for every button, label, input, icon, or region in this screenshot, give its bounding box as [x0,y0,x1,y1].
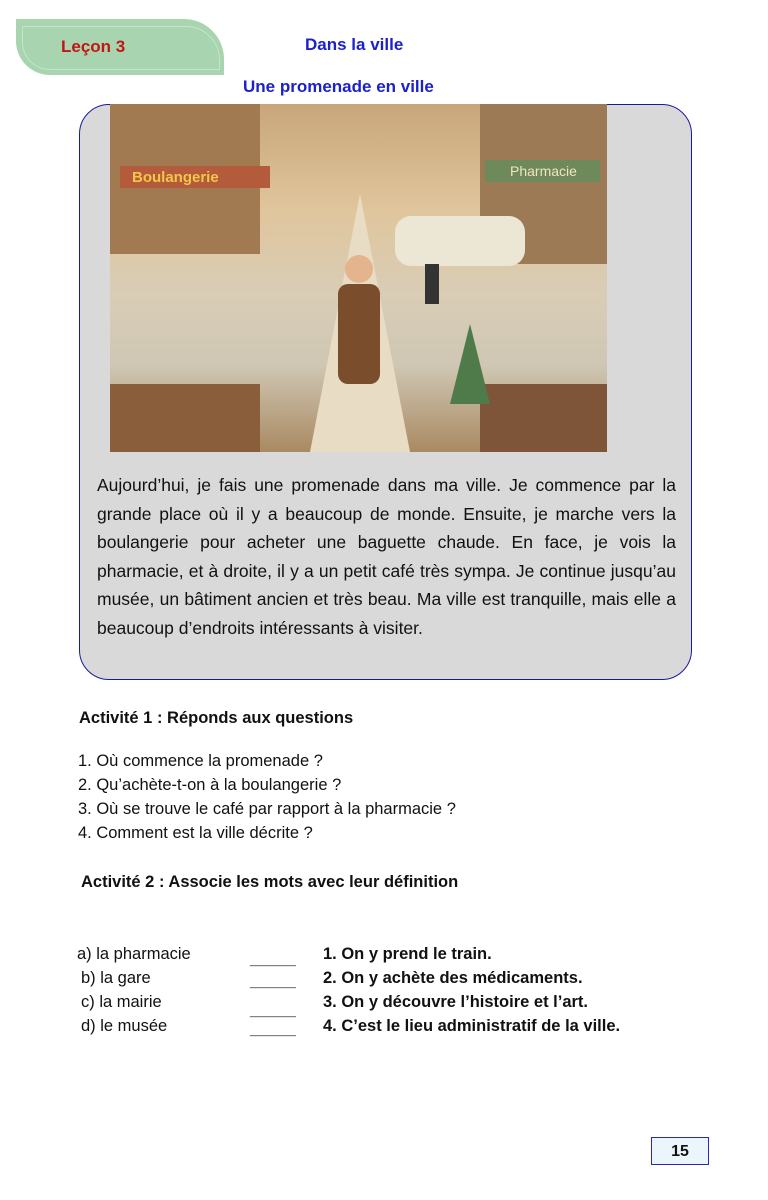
question: 3. Où se trouve le café par rapport à la pharmacie ? [78,800,456,818]
page-title: Dans la ville [305,35,404,54]
question: 1. Où commence la promenade ? [78,752,323,770]
word: c) la mairie [81,993,162,1011]
bakery-sign: Boulangerie [132,169,219,186]
question: 2. Qu’achète-t-on à la boulangerie ? [78,776,342,794]
lesson-label: Leçon 3 [61,37,126,56]
answer-blank[interactable]: _____ [250,972,296,990]
page-number: 15 [651,1137,709,1165]
question: 4. Comment est la ville décrite ? [78,824,313,842]
pharmacy-sign: Pharmacie [510,163,577,179]
word: b) la gare [81,969,151,987]
answer-blank[interactable]: _____ [250,1001,296,1019]
activity2-title: Activité 2 : Associe les mots avec leur définition [81,873,459,891]
page-subtitle: Une promenade en ville [243,77,434,96]
definition: 1. On y prend le train. [323,945,492,963]
reading-text: Aujourd’hui, je fais une promenade dans ma ville. Je commence par la grande place où il y a beaucoup de monde. Ensuite, je marche vers la boulangerie pour acheter une baguette chaude. En face, je vois la pharmacie, et à droite, il y a un petit café très sympa. Je continue jusqu’au musée, un bâtiment ancien et très beau. Ma ville est tranquille, mais elle a beaucoup d’endroits intéressants à visiter. [97,475,676,638]
definition: 4. C’est le lieu administratif de la ville. [323,1017,621,1035]
answer-blank[interactable]: _____ [250,950,296,968]
answer-blank[interactable]: _____ [250,1020,296,1038]
word: d) le musée [81,1017,168,1035]
activity1-title: Activité 1 : Réponds aux questions [79,709,354,727]
city-illustration [110,104,607,452]
word: a) la pharmacie [77,945,191,963]
definition: 3. On y découvre l’histoire et l’art. [323,993,588,1011]
definition: 2. On y achète des médicaments. [323,969,583,987]
